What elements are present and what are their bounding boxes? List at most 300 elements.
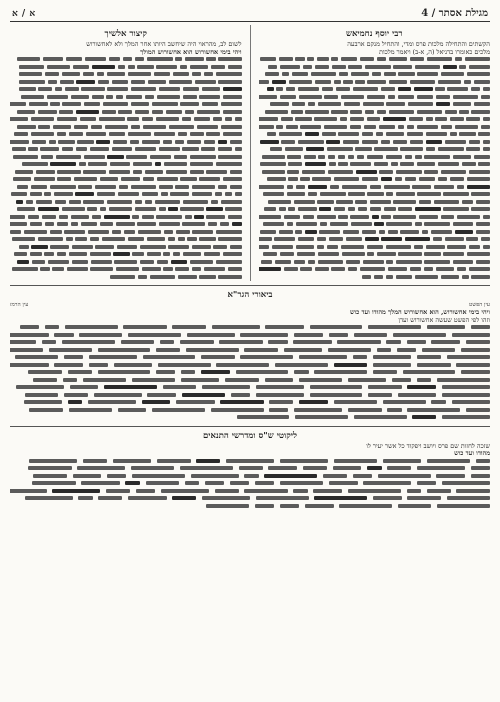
text-line [259,49,491,57]
word-mark [330,222,349,226]
word-mark [387,466,411,470]
word-mark [157,260,169,264]
word-mark [32,140,46,144]
word-mark [373,370,397,374]
word-mark [126,155,147,159]
text-line [259,199,491,207]
word-mark [471,207,490,211]
word-mark [32,481,75,485]
word-mark [32,260,46,264]
word-mark [244,474,258,478]
text-line [10,465,490,473]
word-mark [331,267,345,271]
word-mark [348,489,401,493]
section-title-bottom: ליקוטי ש"ס ומדרשי התנאים [202,430,297,441]
word-mark [19,245,28,249]
word-mark [81,87,104,91]
text-line [10,214,242,222]
word-mark [259,267,282,271]
text-line [10,49,242,57]
word-mark [92,65,115,69]
word-mark [317,57,329,61]
word-mark [190,260,213,264]
word-mark [393,333,446,337]
word-mark [483,87,490,91]
word-mark [77,140,93,144]
word-mark [38,237,63,241]
word-mark [212,325,260,329]
word-mark [442,385,490,389]
word-mark [107,200,132,204]
text-line [10,64,242,72]
word-mark [62,207,85,211]
word-mark [299,378,342,382]
word-mark [17,260,29,264]
word-mark [163,252,170,256]
column-right [259,25,491,281]
word-mark [455,125,478,129]
word-mark [168,237,175,241]
word-mark [392,378,411,382]
word-mark [327,147,352,151]
word-mark [57,177,71,181]
word-mark [372,215,379,219]
word-mark [455,230,474,234]
word-mark [128,496,166,500]
word-mark [230,140,242,144]
word-mark [256,385,304,389]
word-mark [281,117,293,121]
word-mark [456,363,490,367]
word-mark [483,215,490,219]
word-mark [376,132,383,136]
word-mark [244,348,278,352]
word-mark [230,481,249,485]
word-mark [147,237,166,241]
word-mark [310,325,363,329]
word-mark [194,215,203,219]
word-mark [216,72,241,76]
text-line [10,309,490,317]
word-mark [341,57,357,61]
word-mark [97,72,104,76]
text-line [10,369,490,377]
word-mark [415,207,440,211]
word-mark [110,275,135,279]
word-mark [50,102,59,106]
word-mark [289,80,312,84]
word-mark [135,57,144,61]
page-header [10,8,490,22]
text-line [259,221,491,229]
word-mark [483,147,490,151]
word-mark [471,325,490,329]
word-mark [103,102,128,106]
word-mark [116,267,139,271]
word-mark [453,155,472,159]
word-mark [173,252,180,256]
text-line [259,139,491,147]
text-line [10,146,242,154]
word-mark [176,230,190,234]
word-mark [231,393,250,397]
word-mark [378,474,431,478]
word-mark [379,125,395,129]
word-mark [10,333,49,337]
word-mark [104,385,157,389]
word-mark [98,370,151,374]
word-mark [163,385,197,389]
text-line [259,176,491,184]
word-mark [63,378,77,382]
word-mark [16,385,64,389]
word-mark [305,162,326,166]
word-mark [294,370,308,374]
word-mark [49,348,92,352]
word-mark [204,267,225,271]
word-mark [307,57,314,61]
word-mark [405,237,430,241]
word-mark [183,252,202,256]
word-mark [417,481,436,485]
word-mark [83,170,106,174]
word-mark [10,348,43,352]
word-mark [386,260,393,264]
word-mark [13,155,38,159]
text-line [10,347,490,355]
text-line [10,251,242,259]
word-mark [170,192,189,196]
word-mark [185,110,194,114]
word-mark [334,459,377,463]
word-mark [306,147,325,151]
word-mark [10,117,28,121]
text-line [10,324,490,332]
word-mark [29,459,77,463]
word-mark [336,200,352,204]
word-mark [332,65,346,69]
word-mark [28,370,62,374]
word-mark [79,333,122,337]
word-mark [185,57,204,61]
word-mark [72,260,88,264]
word-mark [441,170,466,174]
word-mark [367,80,386,84]
word-mark [293,340,331,344]
word-mark [15,355,58,359]
word-mark [76,80,95,84]
word-mark [443,192,468,196]
word-mark [175,185,189,189]
word-mark [311,72,336,76]
word-mark [208,222,217,226]
word-mark [259,215,281,219]
word-mark [305,230,317,234]
word-mark [105,125,128,129]
word-mark [126,95,142,99]
word-mark [67,267,88,271]
word-mark [197,110,220,114]
word-mark [218,237,241,241]
word-mark [152,102,177,106]
word-mark [131,125,140,129]
word-mark [334,207,346,211]
bottom-text [10,443,490,511]
word-mark [255,504,274,508]
word-mark [65,325,118,329]
word-mark [85,57,106,61]
word-mark [363,102,384,106]
word-mark [20,325,39,329]
word-mark [45,222,54,226]
word-mark [415,222,422,226]
word-mark [340,117,347,121]
word-mark [365,65,390,69]
word-mark [456,489,490,493]
text-line [259,259,491,267]
word-mark [365,237,379,241]
word-mark [355,80,364,84]
word-mark [216,260,241,264]
word-mark [270,147,282,151]
word-mark [434,185,455,189]
word-mark [356,170,377,174]
word-mark [42,340,56,344]
word-mark [164,162,187,166]
word-mark [150,275,175,279]
word-mark [317,200,333,204]
word-mark [88,162,107,166]
word-mark [383,400,426,404]
word-mark [69,408,112,412]
text-line [259,131,491,139]
word-mark [52,489,100,493]
word-mark [104,215,129,219]
word-mark [50,162,75,166]
text-line [259,154,491,162]
word-mark [117,245,138,249]
word-mark [180,102,199,106]
word-mark [223,95,242,99]
word-mark [431,340,460,344]
word-mark [176,400,214,404]
word-mark [47,95,68,99]
word-mark [443,207,468,211]
word-mark [199,237,215,241]
word-mark [377,110,386,114]
word-mark [377,57,386,61]
word-mark [364,125,376,129]
word-mark [308,192,317,196]
text-snippet: הקשתים והתחילה מלכות פרס ומדי, והתחיל מנקם ארבעה [347,41,490,48]
word-mark [169,125,194,129]
word-mark [282,72,289,76]
word-mark [410,267,422,271]
word-mark [31,185,47,189]
word-mark [415,65,440,69]
word-mark [386,155,402,159]
text-line [10,266,242,274]
word-mark [320,222,327,226]
word-mark [410,140,424,144]
word-mark [192,267,201,271]
word-mark [308,185,327,189]
word-mark [220,400,263,404]
word-mark [173,72,189,76]
word-mark [396,192,415,196]
word-mark [225,207,241,211]
word-mark [197,125,218,129]
word-mark [14,132,28,136]
word-mark [123,325,166,329]
word-mark [237,415,290,419]
word-mark [417,125,438,129]
word-mark [180,207,203,211]
word-mark [478,132,490,136]
word-mark [11,192,27,196]
word-mark [131,185,156,189]
word-mark [190,65,209,69]
upper-columns [10,25,490,281]
word-mark [88,400,136,404]
word-mark [12,237,35,241]
word-mark [455,57,462,61]
word-mark [372,72,381,76]
word-mark [181,370,195,374]
word-mark [130,140,139,144]
bottom-lines [10,458,490,511]
word-mark [398,87,412,91]
word-mark [201,370,230,374]
word-mark [50,185,75,189]
word-mark [445,110,457,114]
word-mark [36,170,55,174]
word-mark [386,340,400,344]
word-mark [45,325,59,329]
word-mark [389,80,408,84]
word-mark [469,140,481,144]
word-mark [113,459,151,463]
word-mark [263,252,277,256]
word-mark [143,125,166,129]
word-mark [317,237,326,241]
word-mark [408,102,433,106]
word-mark [142,140,161,144]
word-mark [471,275,490,279]
word-mark [118,110,132,114]
word-mark [291,110,303,114]
word-mark [83,459,107,463]
word-mark [145,170,164,174]
word-mark [343,80,352,84]
word-mark [228,267,242,271]
word-mark [435,117,447,121]
word-mark [190,162,213,166]
text-line [10,41,242,49]
word-mark [362,275,371,279]
word-mark [317,245,324,249]
word-mark [260,140,279,144]
word-mark [368,393,392,397]
word-mark [367,155,383,159]
word-mark [298,207,317,211]
word-mark [417,378,431,382]
word-mark [92,95,104,99]
word-mark [259,117,279,121]
word-mark [124,230,136,234]
word-mark [426,147,435,151]
word-mark [17,207,36,211]
word-mark [87,207,96,211]
word-mark [57,117,78,121]
word-mark [314,370,367,374]
word-mark [206,215,225,219]
word-mark [350,125,362,129]
word-mark [183,95,197,99]
word-mark [49,140,56,144]
word-mark [159,207,166,211]
word-mark [350,162,371,166]
word-mark [334,80,341,84]
word-mark [116,95,123,99]
word-mark [438,177,447,181]
word-mark [159,147,180,151]
word-mark [199,177,220,181]
word-mark [121,340,155,344]
word-mark [185,481,199,485]
word-mark [58,140,74,144]
word-mark [431,230,452,234]
word-mark [142,215,154,219]
word-mark [469,245,481,249]
word-mark [161,489,209,493]
word-mark [145,95,154,99]
word-mark [163,140,172,144]
word-mark [83,200,104,204]
word-mark [457,185,464,189]
word-mark [22,162,47,166]
word-mark [259,125,274,129]
word-mark [397,348,416,352]
text-line [10,495,490,503]
word-mark [386,192,393,196]
word-mark [264,207,276,211]
word-mark [55,200,67,204]
word-mark [355,200,367,204]
text-line [10,443,490,451]
word-mark [377,252,396,256]
word-mark [275,363,328,367]
word-mark [374,147,397,151]
word-mark [280,95,296,99]
word-mark [205,481,224,485]
word-mark [100,177,119,181]
word-mark [351,222,372,226]
word-mark [17,57,40,61]
word-mark [279,132,302,136]
word-mark [437,504,490,508]
word-mark [459,65,466,69]
word-mark [159,185,173,189]
word-mark [83,72,95,76]
word-mark [295,57,304,61]
word-mark [410,80,435,84]
text-line [10,154,242,162]
divider [10,285,490,286]
word-mark [388,267,407,271]
word-mark [469,267,490,271]
word-mark [260,57,276,61]
